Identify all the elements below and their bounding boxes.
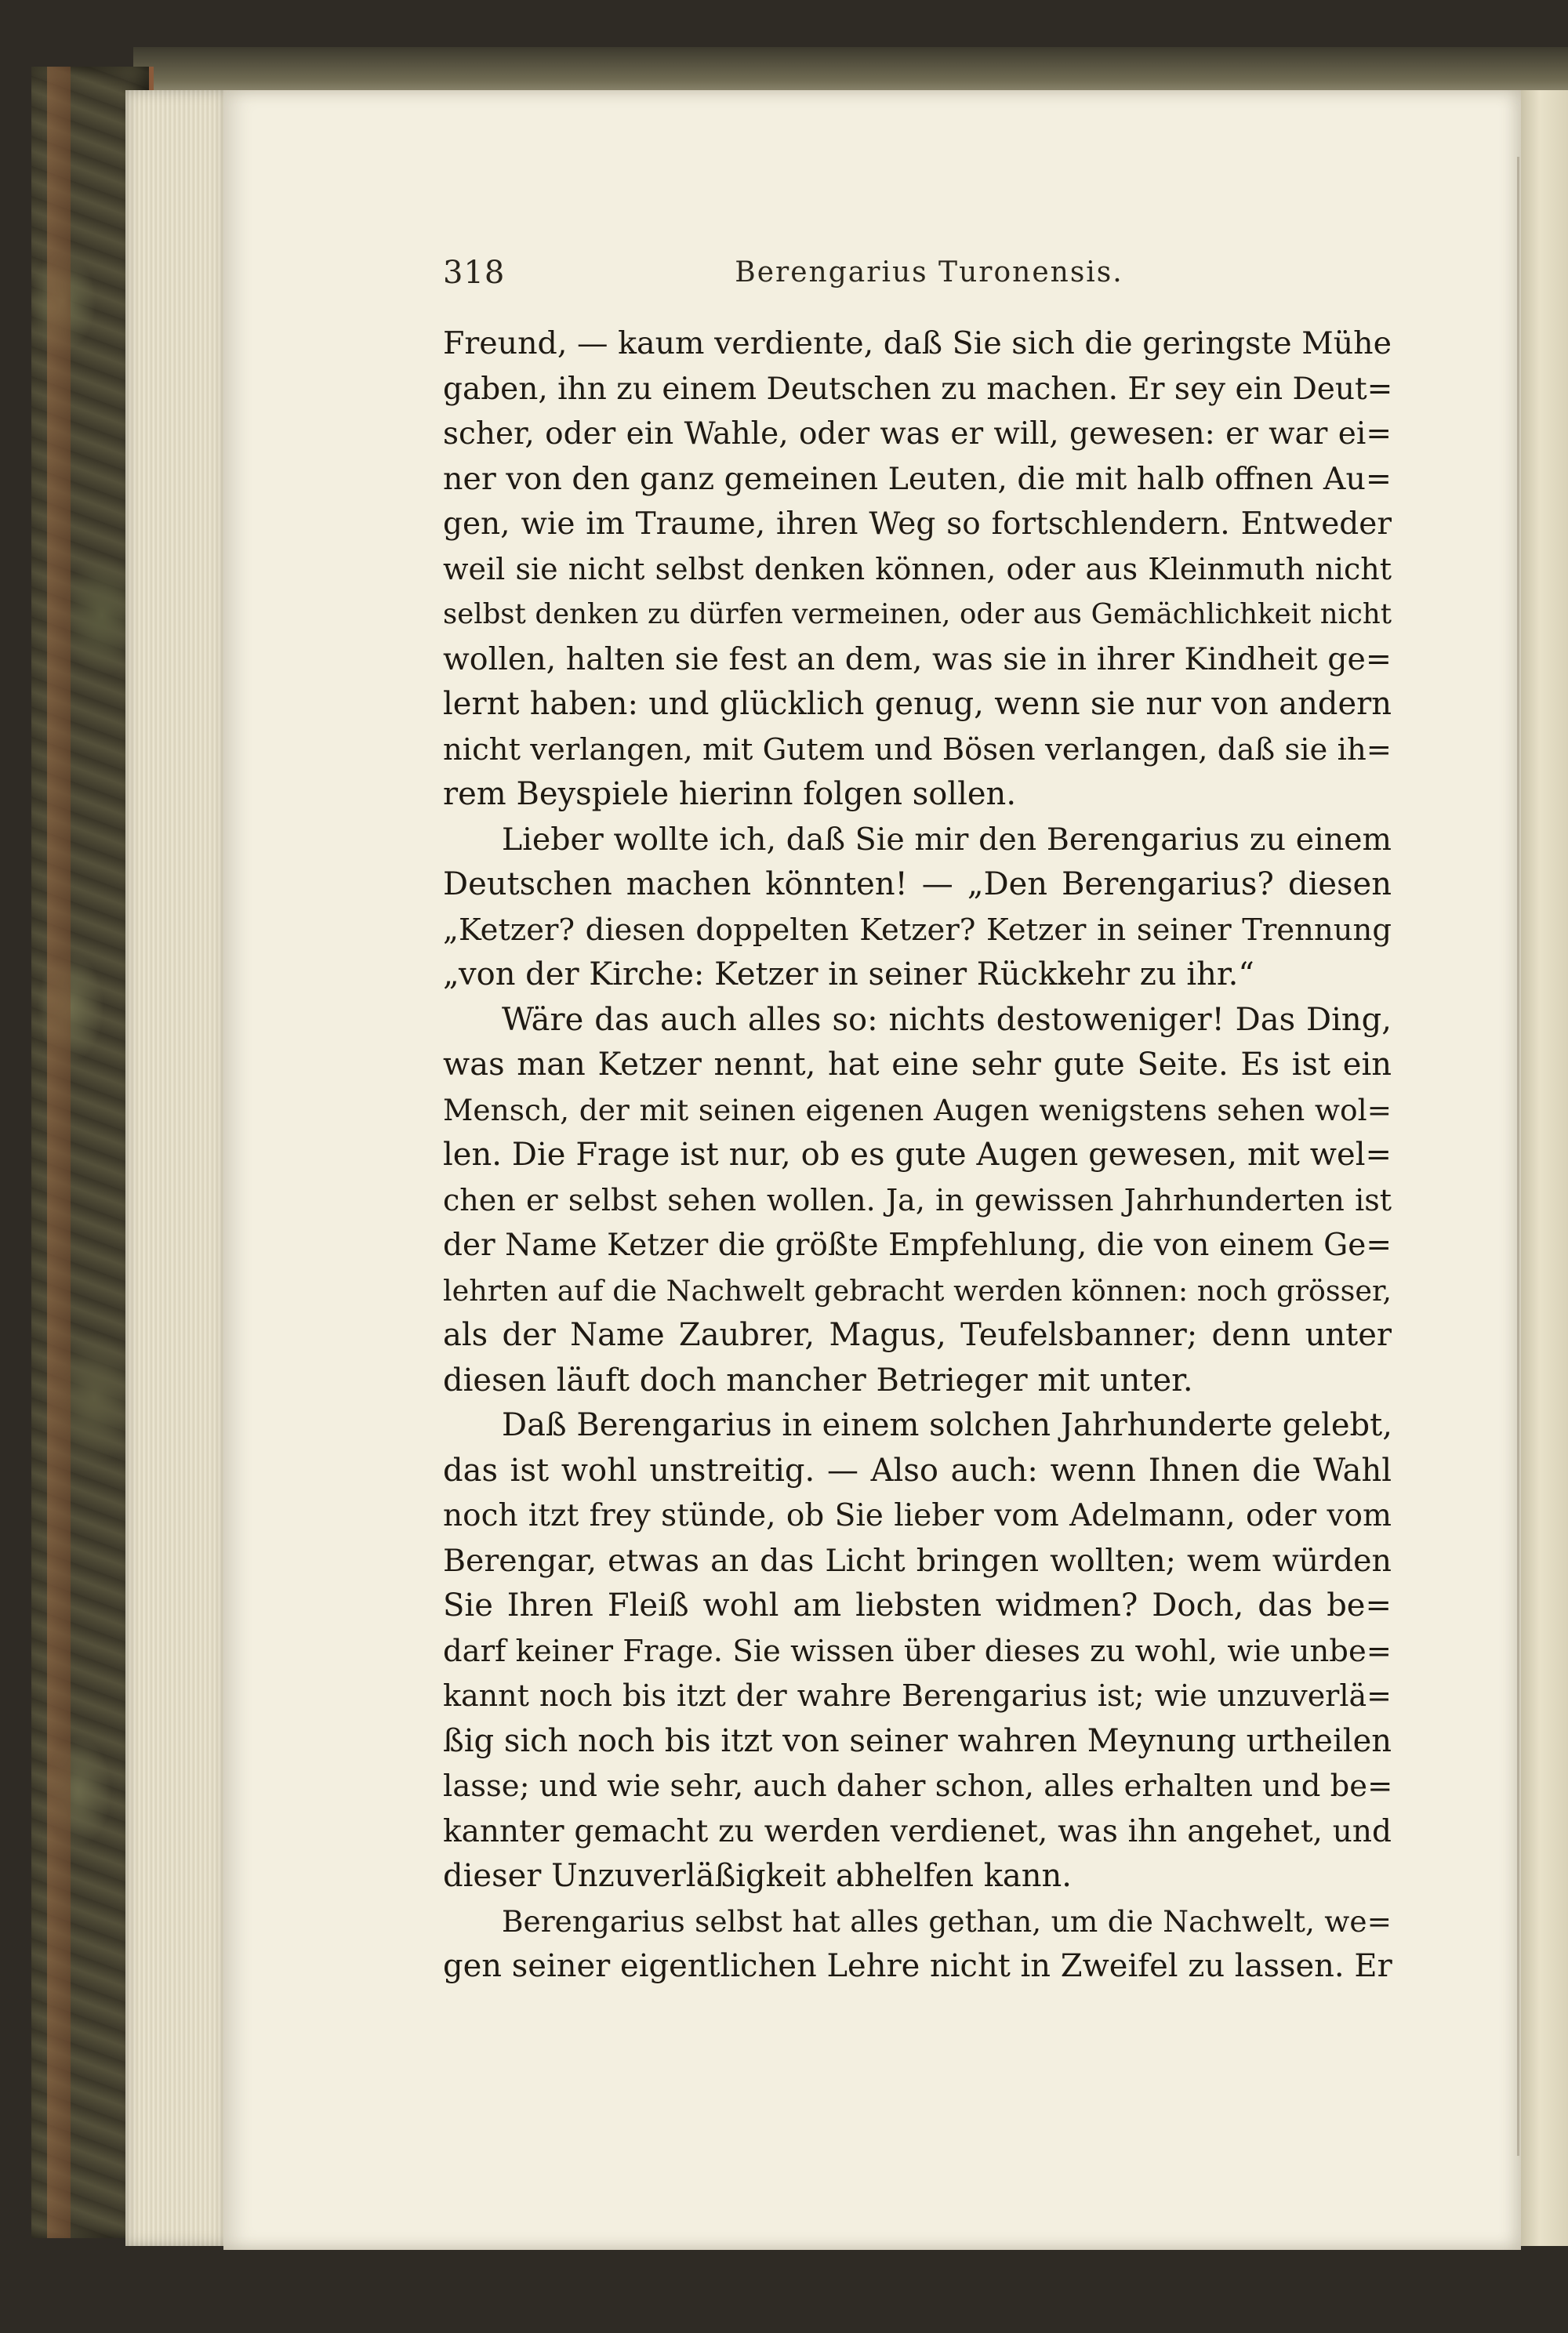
text-line: weil sie nicht selbst denken können, oder aus Kleinmuth nicht [443, 551, 1392, 586]
text-line: Daß Berengarius in einem solchen Jahrhunderte gelebt, [502, 1407, 1392, 1443]
text-line: lernt haben: und glücklich genug, wenn sie nur von andern [443, 686, 1392, 722]
text-line: als der Name Zaubrer, Magus, Teufelsbanner; denn unter [443, 1317, 1392, 1353]
page-edges-stack [125, 90, 227, 2246]
text-line: „Ketzer? diesen doppelten Ketzer? Ketzer in seiner Trennung [443, 912, 1392, 948]
text-line: Sie Ihren Fleiß wohl am liebsten widmen? Doch, das be= [443, 1587, 1392, 1624]
text-line: darf keiner Frage. Sie wissen über dieses zu wohl, wie unbe= [443, 1633, 1392, 1669]
text-line: rem Beyspiele hierinn folgen sollen. [443, 776, 1017, 812]
page-header [443, 255, 1415, 302]
text-line: das ist wohl unstreitig. — Also auch: wenn Ihnen die Wahl [443, 1452, 1392, 1489]
text-line: gaben, ihn zu einem Deutschen zu machen. Er sey ein Deut= [443, 371, 1393, 407]
text-line: Berengarius selbst hat alles gethan, um die Nachwelt, we= [502, 1903, 1392, 1939]
text-line: Mensch, der mit seinen eigenen Augen wenigstens sehen wol= [443, 1092, 1392, 1127]
text-line: scher, oder ein Wahle, oder was er will, gewesen: er war ei= [443, 416, 1392, 452]
running-head: Berengarius Turonensis. [735, 256, 1123, 288]
text-line: „von der Kirche: Ketzer in seiner Rückkehr zu ihr.“ [443, 956, 1254, 992]
text-line: wollen, halten sie fest an dem, was sie in ihrer Kindheit ge= [443, 640, 1392, 677]
page-number: 318 [443, 255, 506, 291]
text-line: kannt noch bis itzt der wahre Berengarius ist; wie unzuverlä= [443, 1678, 1392, 1713]
page-fold-line [1517, 157, 1519, 2156]
body-text [443, 321, 1392, 1990]
text-line: lehrten auf die Nachwelt gebracht werden können: noch grösser, [443, 1273, 1392, 1308]
text-line: Wäre das auch alles so: nichts destoweniger! Das Ding, [502, 1001, 1392, 1038]
cover-spine-edge [47, 67, 71, 2238]
text-line: was man Ketzer nennt, hat eine sehr gute Seite. Es ist ein [443, 1047, 1392, 1083]
text-line: gen, wie im Traume, ihren Weg so fortschlendern. Entweder [443, 506, 1392, 542]
text-line: nicht verlangen, mit Gutem und Bösen verlangen, daß sie ih= [443, 731, 1392, 767]
text-line: Berengar, etwas an das Licht bringen wollten; wem würden [443, 1542, 1392, 1579]
text-line: kannter gemacht zu werden verdienet, was ihn angehet, und [443, 1813, 1392, 1849]
text-line: lasse; und wie sehr, auch daher schon, alles erhalten und be= [443, 1769, 1393, 1804]
text-line: chen er selbst sehen wollen. Ja, in gewissen Jahrhunderten ist [443, 1182, 1392, 1217]
text-line: ßig sich noch bis itzt von seiner wahren Meynung urtheilen [443, 1722, 1392, 1759]
text-line: selbst denken zu dürfen vermeinen, oder aus Gemächlichkeit nicht [443, 598, 1392, 630]
facing-page-edge [1521, 90, 1568, 2246]
text-line: der Name Ketzer die größte Empfehlung, die von einem Ge= [443, 1228, 1392, 1263]
text-line: noch itzt frey stünde, ob Sie lieber vom Adelmann, oder vom [443, 1498, 1392, 1533]
text-line: Deutschen machen könnten! — „Den Berengarius? diesen [443, 866, 1392, 902]
text-line: Freund, — kaum verdiente, daß Sie sich die geringste Mühe [443, 325, 1392, 361]
text-line: Lieber wollte ich, daß Sie mir den Berengarius zu einem [502, 821, 1392, 858]
text-line: len. Die Frage ist nur, ob es gute Augen gewesen, mit wel= [443, 1137, 1392, 1173]
text-line: gen seiner eigentlichen Lehre nicht in Zweifel zu lassen. Er [443, 1948, 1392, 1984]
text-line: dieser Unzuverläßigkeit abhelfen kann. [443, 1858, 1073, 1894]
text-line: ner von den ganz gemeinen Leuten, die mit halb offnen Au= [443, 460, 1392, 497]
text-line: diesen läuft doch mancher Betrieger mit unter. [443, 1362, 1193, 1399]
